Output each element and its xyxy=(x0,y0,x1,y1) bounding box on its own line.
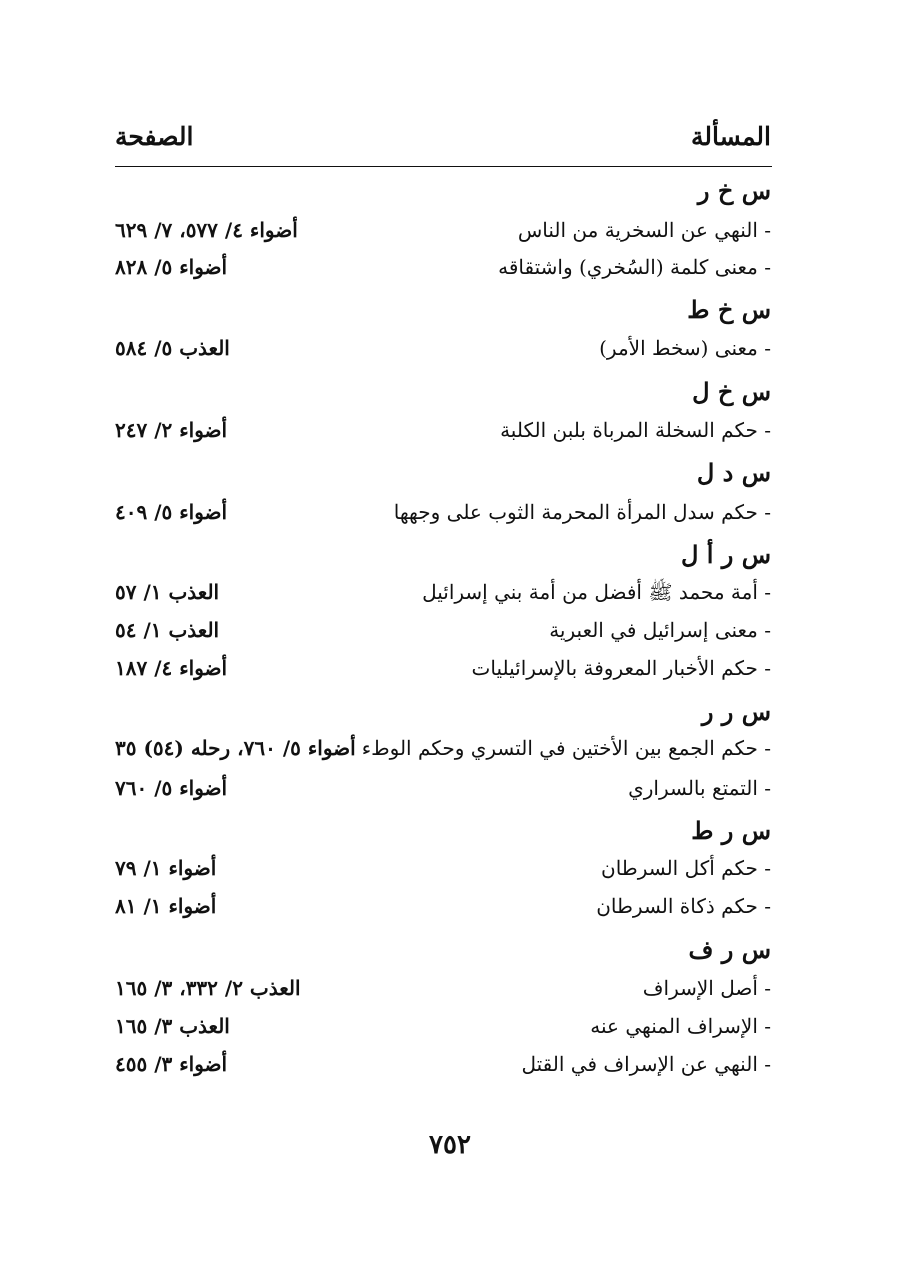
section-title: س خ ل xyxy=(692,377,771,406)
section-title: س ر ط xyxy=(691,816,771,845)
index-entry xyxy=(115,976,771,1010)
page-header xyxy=(115,122,771,162)
entry-text: - النهي عن السخرية من الناس xyxy=(517,218,771,242)
section-heading xyxy=(115,935,771,969)
entry-text: - حكم الجمع بين الأختين في التسري وحكم الوطء xyxy=(361,736,771,760)
section-title: س ر ر xyxy=(701,697,771,726)
entry-reference: أضواء ٥/ ٧٦٠، رحله (٥٤) ٣٥ xyxy=(115,736,356,760)
entry-reference: العذب ١/ ٥٧ xyxy=(115,580,220,604)
section-title: س ر ف xyxy=(688,935,771,964)
section-heading xyxy=(115,816,771,850)
entry-reference: العذب ٢/ ٣٣٢، ٣/ ١٦٥ xyxy=(115,976,301,1000)
entry-reference: أضواء ٥/ ٤٠٩ xyxy=(115,500,228,524)
section-heading xyxy=(115,377,771,411)
header-issue-label: المسألة xyxy=(691,122,771,151)
entry-reference: أضواء ١/ ٧٩ xyxy=(115,856,217,880)
index-entry xyxy=(115,856,771,890)
section-title: س خ ط xyxy=(687,295,771,324)
page-number: ٧٥٢ xyxy=(429,1130,471,1160)
section-heading xyxy=(115,540,771,574)
index-entry xyxy=(115,255,771,289)
entry-text: - حكم أكل السرطان xyxy=(601,856,771,880)
entry-reference: أضواء ٣/ ٤٥٥ xyxy=(115,1052,228,1076)
header-page-label: الصفحة xyxy=(115,122,194,151)
entry-text: - الإسراف المنهي عنه xyxy=(590,1014,771,1038)
section-title: س د ل xyxy=(696,458,771,487)
section-heading xyxy=(115,458,771,492)
index-entry xyxy=(115,500,771,534)
entry-reference: العذب ٣/ ١٦٥ xyxy=(115,1014,230,1038)
entry-text: - أصل الإسراف xyxy=(642,976,771,1000)
entry-text: - معنى (سخط الأمر) xyxy=(599,336,771,360)
index-entry xyxy=(115,218,771,252)
entry-text: - حكم الأخبار المعروفة بالإسرائيليات xyxy=(471,656,771,680)
index-entry xyxy=(115,776,771,810)
entry-reference: العذب ٥/ ٥٨٤ xyxy=(115,336,230,360)
section-heading xyxy=(115,295,771,329)
index-entry xyxy=(115,418,771,452)
entry-text: - معنى إسرائيل في العبرية xyxy=(549,618,771,642)
entry-reference: العذب ١/ ٥٤ xyxy=(115,618,220,642)
entry-text: - التمتع بالسراري xyxy=(628,776,771,800)
section-title: س ر أ ل xyxy=(680,540,771,569)
entry-text: - معنى كلمة (السُخري) واشتقاقه xyxy=(498,255,771,279)
header-divider xyxy=(115,166,772,167)
entry-text: - حكم ذكاة السرطان xyxy=(596,894,771,918)
section-heading xyxy=(115,697,771,731)
entry-reference: أضواء ٤/ ١٨٧ xyxy=(115,656,228,680)
index-entry xyxy=(115,894,771,928)
entry-text: - حكم السخلة المرباة بلبن الكلبة xyxy=(500,418,771,442)
index-entry xyxy=(115,736,771,770)
entry-text: - النهي عن الإسراف في القتل xyxy=(521,1052,771,1076)
entry-text: - حكم سدل المرأة المحرمة الثوب على وجهها xyxy=(393,500,771,524)
section-heading xyxy=(115,176,771,210)
entry-reference: أضواء ١/ ٨١ xyxy=(115,894,217,918)
entry-text: - أمة محمد ﷺ أفضل من أمة بني إسرائيل xyxy=(422,580,771,604)
entry-reference: أضواء ٢/ ٢٤٧ xyxy=(115,418,228,442)
entry-reference: أضواء ٥/ ٨٢٨ xyxy=(115,255,228,279)
section-title: س خ ر xyxy=(697,176,771,205)
index-entry xyxy=(115,618,771,652)
index-entry xyxy=(115,336,771,370)
index-entry xyxy=(115,1014,771,1048)
entry-reference: أضواء ٤/ ٥٧٧، ٧/ ٦٢٩ xyxy=(115,218,298,242)
index-entry xyxy=(115,656,771,690)
index-entry xyxy=(115,580,771,614)
entry-reference: أضواء ٥/ ٧٦٠ xyxy=(115,776,228,800)
index-entry xyxy=(115,1052,771,1086)
